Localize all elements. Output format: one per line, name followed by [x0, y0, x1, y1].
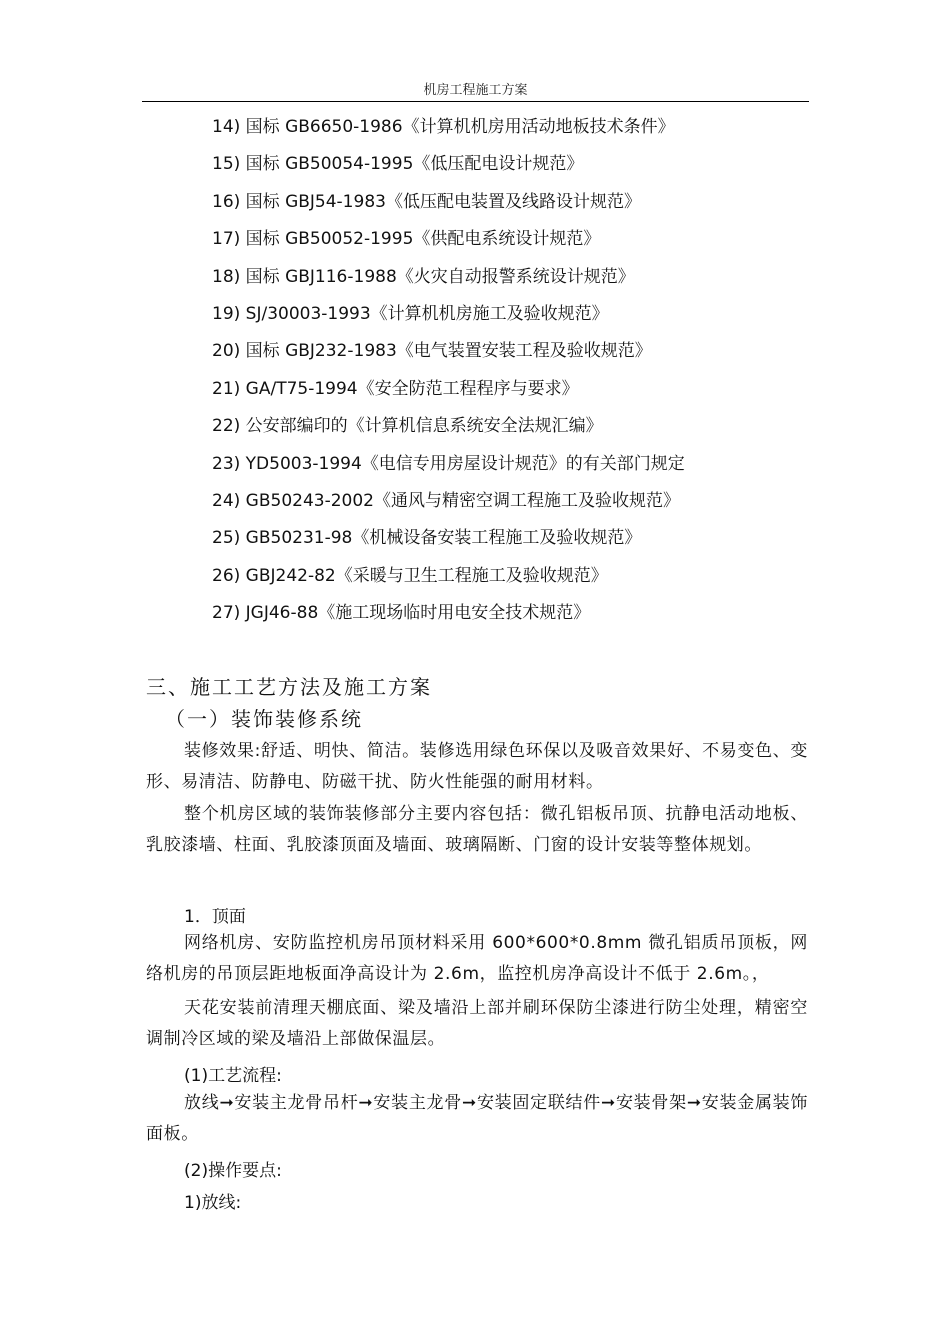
- reference-item: 14) 国标 GB6650-1986《计算机机房用活动地板技术条件》: [212, 117, 675, 137]
- reference-item: 24) GB50243-2002《通风与精密空调工程施工及验收规范》: [212, 490, 680, 511]
- scope-paragraph: 整个机房区域的装饰装修部分主要内容包括：微孔铝板吊顶、抗静电活动地板、乳胶漆墙、柱面、乳胶漆顶面及墙面、玻璃隔断、门窗的设计安装等整体规划。: [146, 804, 808, 855]
- reference-item: 19) SJ/30003-1993《计算机机房施工及验收规范》: [212, 303, 609, 324]
- step-title: 1)放线:: [184, 1193, 242, 1213]
- reference-item: 18) 国标 GBJ116-1988《火灾自动报警系统设计规范》: [212, 266, 635, 287]
- reference-list: [212, 114, 812, 637]
- reference-item: 17) 国标 GB50052-1995《供配电系统设计规范》: [212, 229, 601, 250]
- points-title: (2)操作要点:: [184, 1161, 282, 1181]
- process-paragraph: 放线➞安装主龙骨吊杆➞安装主龙骨➞安装固定联结件➞安装骨架➞安装金属装饰面板。: [146, 1093, 808, 1144]
- reference-item: 22) 公安部编印的《计算机信息系统安全法规汇编》: [212, 416, 603, 437]
- item-title-ceiling: 1．顶面: [184, 907, 246, 927]
- reference-item: 26) GBJ242-82《采暖与卫生工程施工及验收规范》: [212, 565, 608, 586]
- reference-item: 25) GB50231-98《机械设备安装工程施工及验收规范》: [212, 528, 642, 549]
- page-header: 机房工程施工方案: [423, 83, 528, 98]
- reference-item: 16) 国标 GBJ54-1983《低压配电装置及线路设计规范》: [212, 191, 641, 212]
- subsection-heading: （一）装饰装修系统: [165, 707, 363, 731]
- reference-item: 27) JGJ46-88《施工现场临时用电安全技术规范》: [212, 603, 591, 624]
- process-title: (1)工艺流程:: [184, 1066, 282, 1086]
- ceiling-paragraph: 网络机房、安防监控机房吊顶材料采用 600*600*0.8mm 微孔铝质吊顶板，网络机房的吊顶层距地板面净高设计为 2.6m，监控机房净高设计不低于 2.6m。，: [146, 933, 808, 984]
- prep-paragraph: 天花安装前清理天棚底面、梁及墙沿上部并刷环保防尘漆进行防尘处理，精密空调制冷区域的梁及墙沿上部做保温层。: [146, 998, 808, 1049]
- header-rule: [142, 101, 809, 102]
- reference-item: 21) GA/T75-1994《安全防范工程程序与要求》: [212, 378, 579, 399]
- reference-item: 23) YD5003-1994《电信专用房屋设计规范》的有关部门规定: [212, 453, 685, 474]
- effect-paragraph: 装修效果:舒适、明快、简洁。装修选用绿色环保以及吸音效果好、不易变色、变形、易清洁、防静电、防磁干扰、防火性能强的耐用材料。: [146, 741, 808, 792]
- section-heading: 三、施工工艺方法及施工方案: [146, 675, 432, 699]
- reference-item: 15) 国标 GB50054-1995《低压配电设计规范》: [212, 154, 584, 175]
- reference-item: 20) 国标 GBJ232-1983《电气装置安装工程及验收规范》: [212, 341, 652, 362]
